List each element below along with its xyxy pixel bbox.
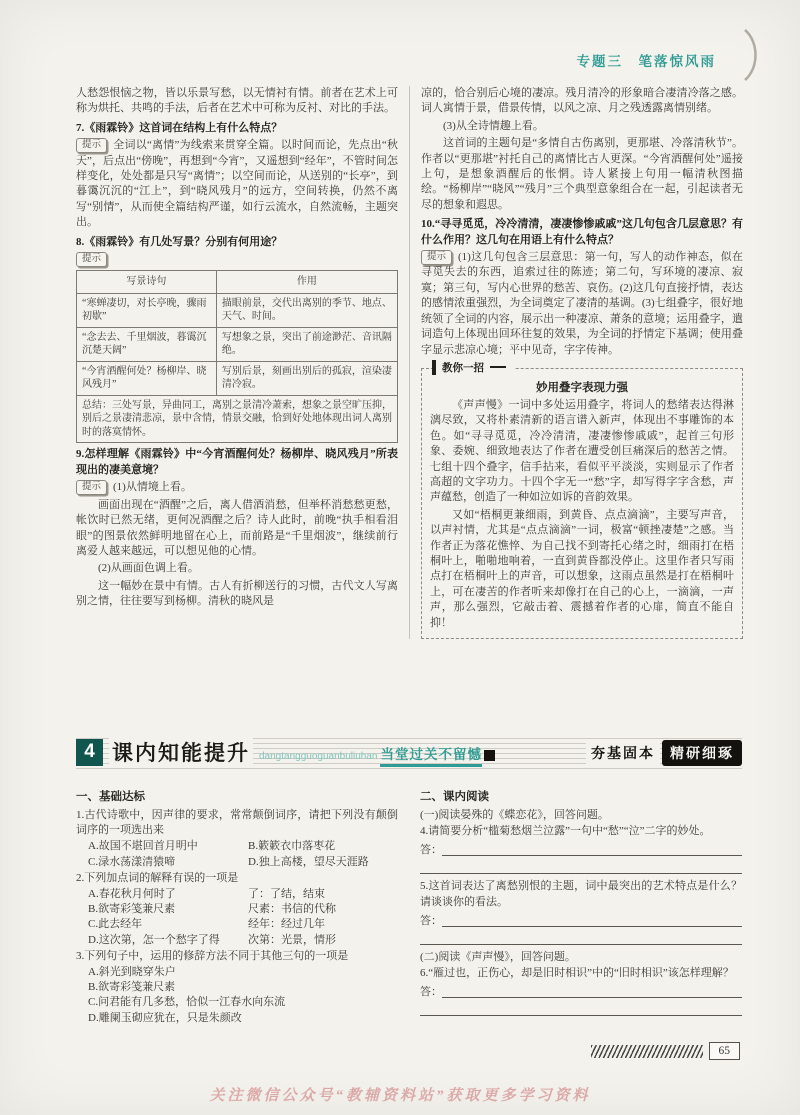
- hint-block-q10: [421, 250, 743, 358]
- option-row: [88, 995, 398, 1010]
- tip-badge: 教你一招: [432, 360, 514, 375]
- question-5-stem: 5.这首词表达了离愁别恨的主题，词中最突出的艺术特点是什么？请谈谈你的看法。: [420, 880, 742, 908]
- square-decoration: [484, 750, 495, 761]
- option-a: A.春花秋月何时了: [88, 888, 176, 901]
- hint-text-q7: 全词以“离情”为线索来贯穿全篇。以时间而论，先点出“秋天”，后点出“傍晚”，再想到“今宵”，又遥想到“经年”，不管时间怎样变化，处处都是只写“离情”；以空间而论，从送别的“长亭”，到暮霭沉沉的“江上”，到“晓风残月”的远方，空间转换，仍然不离写“别情”，从而使全篇结构严谨，如行云流水，自然流畅，主题突出。: [76, 139, 398, 229]
- scene-description-table: [76, 270, 398, 443]
- table-row: [77, 361, 398, 395]
- hint-text-q10: (1)这几句包含三层意思：第一句，写人的动作神态，似在寻觅失去的东西，追索过往的陈迹；第二句，写环境的凄凉、寂寞；第三句，写内心世界的愁苦、哀伤。(2)这几句直接抒情，表达的感情浓重强烈，为全词奠定了凄清的基调。(3)七组叠字，很好地统领了全词的内容，展示出一种凄凉、萧条的意境；运用叠字，遣词造句上体现出回环往复的效果，为全词的抒情定下基调；使用叠字显示悲凉心境；平中见奇，字字传神。: [421, 251, 743, 356]
- hatch-decoration: [591, 1045, 703, 1058]
- table-cell-verse: “今宵酒醒何处？杨柳岸、晓风残月”: [77, 361, 217, 395]
- continuation-paragraph: 人愁怨恨恼之物，皆以乐景写愁，以无情衬有情。前者在艺术上可称为烘托、共鸣的手法，后者在艺术中可称为反衬、对比的手法。: [76, 87, 398, 115]
- hint-block-q8: [76, 252, 398, 267]
- option-row: [88, 933, 398, 948]
- page-number: 65: [709, 1042, 741, 1060]
- table-row: [77, 293, 398, 327]
- question-10-title: 10.“寻寻觅觅，冷冷清清，凄凄惨惨戚戚”这几句包含几层意思？有什么作用？这几句在用语上有什么特点？: [421, 218, 743, 246]
- banner-tag-foundation: 夯基固本: [586, 742, 660, 764]
- table-cell-verse: “念去去、千里烟波，暮霭沉沉楚天阔”: [77, 327, 217, 361]
- table-summary-cell: 总结：三处写景，异曲同工，离别之景清冷萧索，想象之景空旷压抑，别后之景凄清悲凉，景中含情，情景交融，恰到好处地体现出词人离别时的落寞情怀。: [77, 395, 398, 443]
- table-header-use: 作用: [216, 271, 397, 294]
- hint-paragraph: 画面出现在“酒醒”之后，离人借酒消愁，但举杯消愁愁更愁，帐饮时已然无绪，更何况酒醒之后？诗人此时，前晚“执手相看泪眼”的图景依然鲜明地留在心上，而前路是“千里烟波”，继续前行离爱人越来越远，可以想见他的心情。: [76, 498, 398, 557]
- reading-part-2-label: (二)阅读《声声慢》，回答问题。: [420, 950, 576, 963]
- exercises-section: [76, 788, 742, 1026]
- continuation-paragraph: 凉的，恰合别后心境的凄凉。残月清冷的形象暗合凄清冷落之感。词人寓情于景，借景传情，以风之凉、月之残透露离情别绪。: [421, 87, 743, 115]
- option-a: A.故国不堪回首月明中: [88, 840, 198, 853]
- option-b: B.欲寄彩笺兼尺素: [88, 981, 176, 994]
- answer-blank-line: [420, 859, 742, 874]
- hint-text-q9-point1: (1)从情境上看。: [113, 481, 192, 494]
- option-c: C.渌水荡漾清猿啼: [88, 855, 176, 868]
- question-1-stem: 1.古代诗歌中，因声律的要求，常常颠倒词序，请把下列没有颠倒词序的一项选出来: [76, 809, 398, 837]
- answer-label: 答：: [420, 986, 442, 999]
- table-header-verse: 写景诗句: [77, 271, 217, 294]
- hint-badge: 提示: [76, 252, 107, 267]
- option-row: [88, 855, 398, 870]
- option-d: D.这次第，怎一个愁字了得: [88, 933, 220, 946]
- hint-paragraph: (3)从全诗情趣上看。: [443, 119, 544, 132]
- option-d-gloss: 次第：光景，情形: [248, 933, 336, 946]
- answer-label: 答：: [420, 914, 442, 927]
- corner-curve-decoration: [742, 28, 764, 82]
- option-row: [88, 965, 398, 980]
- tip-paragraph: 《声声慢》一词中多处运用叠字，将词人的愁绪表达得淋漓尽致，又将朴素清新的语言谱入新声，体现出不事雕饰的本色。如“寻寻觅觅，冷冷清清，凄凄惨惨戚戚”，起首三句形象、委婉、细致地表达了作者在遭受创巨痛深后的愁苦之情。七组十四个叠字，信手拈来，看似平平淡淡，实则显示了作者高超的文字功力。十四个字无一“愁”字，却写得字字含愁，声声蕴愁，创造了一种如泣如诉的音韵效果。: [430, 398, 734, 504]
- hint-badge: 提示: [421, 250, 452, 265]
- section-number-box: 4: [76, 739, 103, 766]
- question-2-stem: 2.下列加点词的解释有误的一项是: [76, 871, 239, 884]
- option-a: A.斜光到晓穿朱户: [88, 966, 176, 979]
- question-4-stem: 4.请简要分析“槛菊愁烟兰泣露”一句中“愁”“泣”二字的妙处。: [420, 825, 711, 838]
- option-row: [88, 887, 398, 902]
- topic-label: 专题三 笔落惊风雨: [576, 54, 716, 69]
- section-banner: [76, 734, 742, 770]
- answer-blank-line: [442, 984, 742, 998]
- main-content: [76, 86, 743, 639]
- hint-paragraph: 这首词的主题句是“多情自古伤离别，更那堪、冷落清秋节”。作者以“更那堪”衬托自己的离情比古人更深。“今宵酒醒何处”遥接上句，是想象酒醒后的怅惘。诗人紧接上句用一幅清秋图描绘。“杨柳岸”“晓风”“残月”三个典型意象组合在一起，引起读者无尽的想象和遐思。: [421, 137, 743, 211]
- answer-blank-line: [420, 1001, 742, 1016]
- answer-block: [420, 984, 742, 1001]
- section-2-heading: 二、课内阅读: [420, 791, 489, 803]
- tip-paragraph: 又如“梧桐更兼细雨，到黄昏、点点滴滴”，主要写声音，以声衬情，尤其是“点点滴滴”一词，极富“顿挫凄楚”之感。当作者正为落花憔悴、为自己找不到寄托心绪之时，细雨打在梧桐叶上，啪啪地响着，一直到黄昏都没停止。这里作者只写雨点打在梧桐叶上的声音，可以想象，这雨点虽然是打在梧桐叶上，可在凄苦的作者听来却像打在自己的心上，一滴滴，一声声，那么强烈，它敲击着、震撼着作者的心扉，简直不能自抑！: [430, 508, 734, 629]
- answer-blank-line: [442, 842, 742, 856]
- option-c: C.此去经年: [88, 918, 143, 931]
- answer-blank-line: [442, 913, 742, 927]
- hint-paragraph: 这一幅妙在景中有情。古人有折柳送行的习惯，古代文人写离别之情，往往要写到杨柳。清秋的晓风是: [76, 579, 398, 608]
- hint-badge: 提示: [76, 138, 107, 153]
- watermark-text: 关注微信公众号“教辅资料站”获取更多学习资料: [209, 1088, 591, 1104]
- reading-part-1-label: (一)阅读晏殊的《蝶恋花》，回答问题。: [420, 809, 609, 821]
- option-row: [88, 917, 398, 932]
- question-8-title: 8.《雨霖铃》有几处写景？分别有何用途？: [76, 235, 283, 248]
- hint-paragraph: (2)从画面色调上看。: [98, 562, 199, 575]
- page-footer: [591, 1042, 741, 1060]
- option-row: [88, 980, 398, 995]
- question-3-stem: 3.下列句子中，运用的修辞方法不同于其他三句的一项是: [76, 949, 349, 962]
- question-6-stem: 6.“雁过也，正伤心，却是旧时相识”中的“旧时相识”该怎样理解？: [420, 967, 734, 980]
- table-cell-use: 描眼前景，交代出离别的季节、地点、天气、时间。: [216, 293, 397, 327]
- table-cell-verse: “寒蝉凄切，对长亭晚，骤雨初歇”: [77, 293, 217, 327]
- answer-block: [420, 913, 742, 930]
- banner-pinyin: dangtangguoguanbuliuhan: [259, 750, 378, 762]
- teaching-tip-box: [421, 361, 743, 639]
- table-cell-use: 写别后景，刻画出别后的孤寂，渲染凄清冷寂。: [216, 361, 397, 395]
- right-column: [409, 86, 743, 639]
- left-column: [76, 86, 409, 639]
- option-c-gloss: 经年：经过几年: [248, 918, 325, 931]
- option-row: [88, 902, 398, 917]
- section-title: 课内知能提升: [109, 737, 253, 767]
- exercises-left-column: [76, 788, 409, 1026]
- table-cell-use: 写想象之景，突出了前途渺茫、音讯隔绝。: [216, 327, 397, 361]
- hint-badge: 提示: [76, 480, 107, 495]
- option-a-gloss: 了：了结，结束: [248, 888, 325, 901]
- answer-blank-line: [420, 930, 742, 945]
- option-row: [88, 1011, 398, 1026]
- question-9-title: 9.怎样理解《雨霖铃》中“今宵酒醒何处？杨柳岸、晓风残月”所表现出的凄美意境？: [76, 448, 398, 476]
- option-b-gloss: 尺素：书信的代称: [248, 903, 336, 916]
- option-b: B.簌簌衣巾落枣花: [248, 840, 336, 853]
- banner-slogan: 当堂过关不留憾: [380, 743, 482, 767]
- hint-block-q9: [76, 480, 398, 495]
- option-row: [88, 839, 398, 854]
- question-7-title: 7.《雨霖铃》这首词在结构上有什么特点？: [76, 121, 283, 134]
- table-row: [77, 327, 398, 361]
- banner-tag-refine: 精研细琢: [662, 740, 742, 766]
- exercises-right-column: [409, 788, 742, 1026]
- option-d: D.独上高楼，望尽天涯路: [248, 855, 369, 868]
- table-header-row: [77, 271, 398, 294]
- option-b: B.欲寄彩笺兼尺素: [88, 903, 176, 916]
- page-header: [577, 50, 717, 70]
- option-d: D.雕阑玉砌应犹在，只是朱颜改: [88, 1011, 242, 1024]
- answer-block: [420, 842, 742, 859]
- table-summary-row: [77, 395, 398, 443]
- hint-block-q7: [76, 138, 398, 230]
- section-1-heading: 一、基础达标: [76, 791, 145, 803]
- answer-label: 答：: [420, 844, 442, 857]
- option-c: C.问君能有几多愁，恰似一江春水向东流: [88, 996, 286, 1009]
- tip-title: 妙用叠字表现力强: [536, 381, 628, 394]
